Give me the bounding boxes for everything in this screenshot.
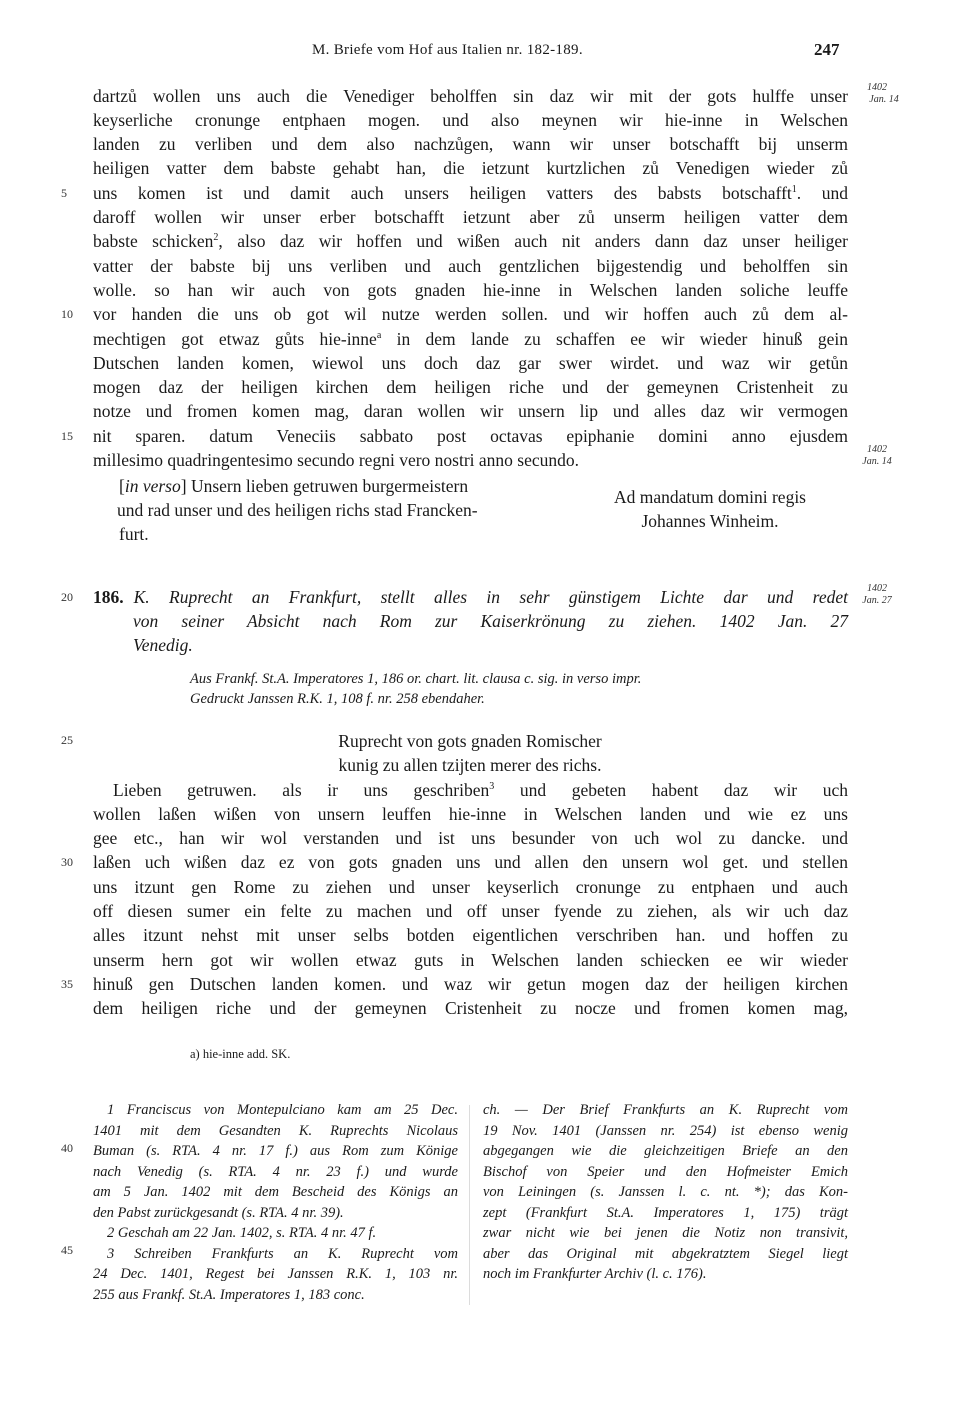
text-line: wolle. so han wir auch von gots gnaden hie-inne in Welschen landen soliche leuffe [93,280,848,300]
text-line: keyserliche cronunge entphaen mogen. und also meynen wir hie-inne in Welschen [93,110,848,130]
textnote-ref[interactable]: a [376,330,382,342]
margin-date-doc186: 1402 Jan. 27 [862,583,892,606]
text-line: uns komen ist und damit auch unsers heiligen vatters des babsts botschafft$^1$. und [93,183,848,203]
line-number: 30 [61,855,73,869]
running-title: M. Briefe vom Hof aus Italien nr. 182-189. [312,42,583,58]
text-line: gee etc., han wir wol verstanden und ist uns besunder von uch wol zu dancke. und [93,828,848,848]
footnote-column-divider [469,1105,470,1305]
document-heading: 186. K. Ruprecht an Frankfurt, stellt alles in sehr günstigem Lichte dar und redet von seiner Absicht nach Rom zur Kaiserkrönung zu ziehen. 1402 Jan. 27 Venedig. [93,587,848,655]
line-number: 10 [61,307,73,321]
footnote-ref[interactable]: 3 [489,781,495,793]
text-line: dartzů wollen uns auch die Venediger beholffen sin daz wir mit der gots hulffe unser [93,86,848,106]
footnote-line: 19 Nov. 1401 (Janssen nr. 254) ist ebenso wenig [483,1122,848,1139]
text-line: vatter der babste bij uns verliben und auch gentzlichen bijgestendig und beholffen sin [93,256,848,276]
address-block: [in verso] Unsern lieben getruwen burgermeistern und rad unser und des heiligen richs stad Francken- furt. [117,476,478,544]
text-line: wollen laßen wißen von unsern leuffen hie-inne in Welschen landen und wie ez uns [93,804,848,824]
text-line: nit sparen. datum Veneciis sabbato post octavas epiphanie domini anno ejusdem [93,426,848,446]
text-line: unserm hern got wir wollen etwaz guts in Welschen landen schiecken ee wir wieder [93,950,848,970]
text-line: notze und fromen komen mag, daran wollen wir unsern lip und alles daz wir vermogen [93,401,848,421]
line-number: 5 [61,186,67,200]
footnote-ref[interactable]: 1 [791,184,797,196]
line-number: 35 [61,977,73,991]
footnote-line: ch. — Der Brief Frankfurts an K. Ruprecht vom [483,1102,848,1118]
text-line: babste schicken$^2$, also daz wir hoffen und wißen auch nit anders dann daz unser heiliger [93,231,849,251]
line-number: 15 [61,429,73,443]
margin-date-letter-end: 1402 Jan. 14 [862,444,892,467]
footnote-line: von Leiningen (s. Janssen l. c. nt. *); das Kon- [483,1184,848,1200]
footnote-line: nach Venedig (s. RTA. 4 nr. 23 f.) und wurde [93,1163,458,1180]
text-line: mogen daz der heiligen kirchen dem heiligen riche und der gemeynen Cristenheit zu [93,377,848,397]
text-line: vor handen die uns ob got wil nutze werden sollen. und wir hoffen auch zů dem al- [93,304,848,324]
text-line: heiligen vatter dem babste gehabt han, die ietzunt kurtzlichen zů Venedigen wieder zů [93,158,848,178]
line-number: 20 [61,590,73,604]
text-line: millesimo quadringentesimo secundo regni vero nostri anno secundo. [93,450,580,470]
text-line: uns itzunt gen Rome zu ziehen und unser keyserlich cronunge zu entphaen und auch [93,877,848,897]
footnote-line: den Pabst zurückgesandt (s. RTA. 4 nr. 39). [93,1204,344,1221]
footnote-line: Bischof von Speier und den Hofmeister Emich [483,1163,848,1180]
text-line: dem heiligen riche und der gemeynen Cristenheit zu nocze und fromen komen mag, [93,998,848,1018]
footnote-line: 2 Geschah am 22 Jan. 1402, s. RTA. 4 nr. 47 f. [107,1225,377,1241]
line-number: 40 [61,1141,73,1155]
footnotes-left-column [93,1100,458,1305]
footnote-line: aber das Original mit abgekratztem Siegel liegt [483,1245,848,1262]
footnote-line: 3 Schreiben Frankfurts an K. Ruprecht vom [107,1245,458,1262]
footnote-line: zwar nicht wie bei jenen die Notiz non transivit, [483,1225,848,1241]
intitulatio: Ruprecht von gots gnaden Romischer kunig zu allen tzijten merer des richs. [338,731,602,775]
footnote-ref[interactable]: 2 [213,232,219,244]
text-line: alles itzunt nehst mit unser selbs botden eigentlichen verschriben han. und hoffen zu [93,925,848,945]
footnote-line: zept (Frankfurt St.A. Imperatores 1, 175) trägt [483,1204,848,1221]
text-line: hinuß gen Dutschen landen komen. und waz wir getun mogen daz der heiligen kirchen [93,974,848,994]
footnote-line: abgegangen wie die gleichzeitigen Briefe an den [483,1143,848,1159]
text-line: off diesen sumer ein felte zu machen und off unser fyende zu ziehen, als wir uch daz [93,901,848,921]
mandate-block: Ad mandatum domini regis Johannes Winheim. [614,487,806,531]
text-line: Dutschen landen komen, wiewol uns doch daz gar swer wirdet. und waz wir getůn [93,353,848,373]
text-line: Lieben getruwen. als ir uns geschriben$^3$ und gebeten habent daz wir uch [113,780,848,800]
footnote-line: 255 aus Frankf. St.A. Imperatores 1, 183 conc. [93,1286,365,1303]
line-number: 45 [61,1243,73,1257]
margin-date-letter-start: 1402 Jan. 14 [867,82,899,105]
textual-note: a) hie-inne add. SK. [190,1047,291,1061]
footnote-line: Buman (s. RTA. 4 nr. 17 f.) aus Rom zum Könige [93,1143,458,1159]
footnote-line: 1 Franciscus von Montepulciano kam am 25 Dec. [107,1102,458,1118]
line-number: 25 [61,733,73,747]
footnote-line: 24 Dec. 1401, Regest bei Janssen R.K. 1, 103 nr. [93,1266,458,1282]
text-line: landen zu verliben und dem also nachzůgen, wann wir unser botschafft bij unserm [93,134,848,154]
footnote-line: 1401 mit dem Gesandten K. Ruprechts Nicolaus [93,1122,458,1139]
footnotes-right-column [483,1100,848,1285]
verso-label: in verso [124,476,181,496]
text-line: daroff wollen wir unser erber botschafft ietzunt aber zů unserm heiligen vatter dem [93,207,848,227]
footnote-line: noch im Frankfurter Archiv (l. c. 176). [483,1266,707,1282]
text-line: laßen uch wißen daz ez von gots gnaden uns und allen den unsern wol get. und stellen [93,852,848,872]
text-line: mechtigen got etwaz gůts hie-inne$^a$ in dem lande zu schaffen ee wir wieder hinuß gein [93,329,849,349]
source-note: Aus Frankf. St.A. Imperatores 1, 186 or. chart. lit. clausa c. sig. in verso impr. Gedruckt Janssen R.K. 1, 108 f. nr. 258 ebendaher. [190,671,642,707]
page-number: 247 [814,40,840,59]
footnote-line: am 5 Jan. 1402 mit dem Bescheid des Königs an [93,1184,458,1200]
document-number: 186. [93,587,124,607]
